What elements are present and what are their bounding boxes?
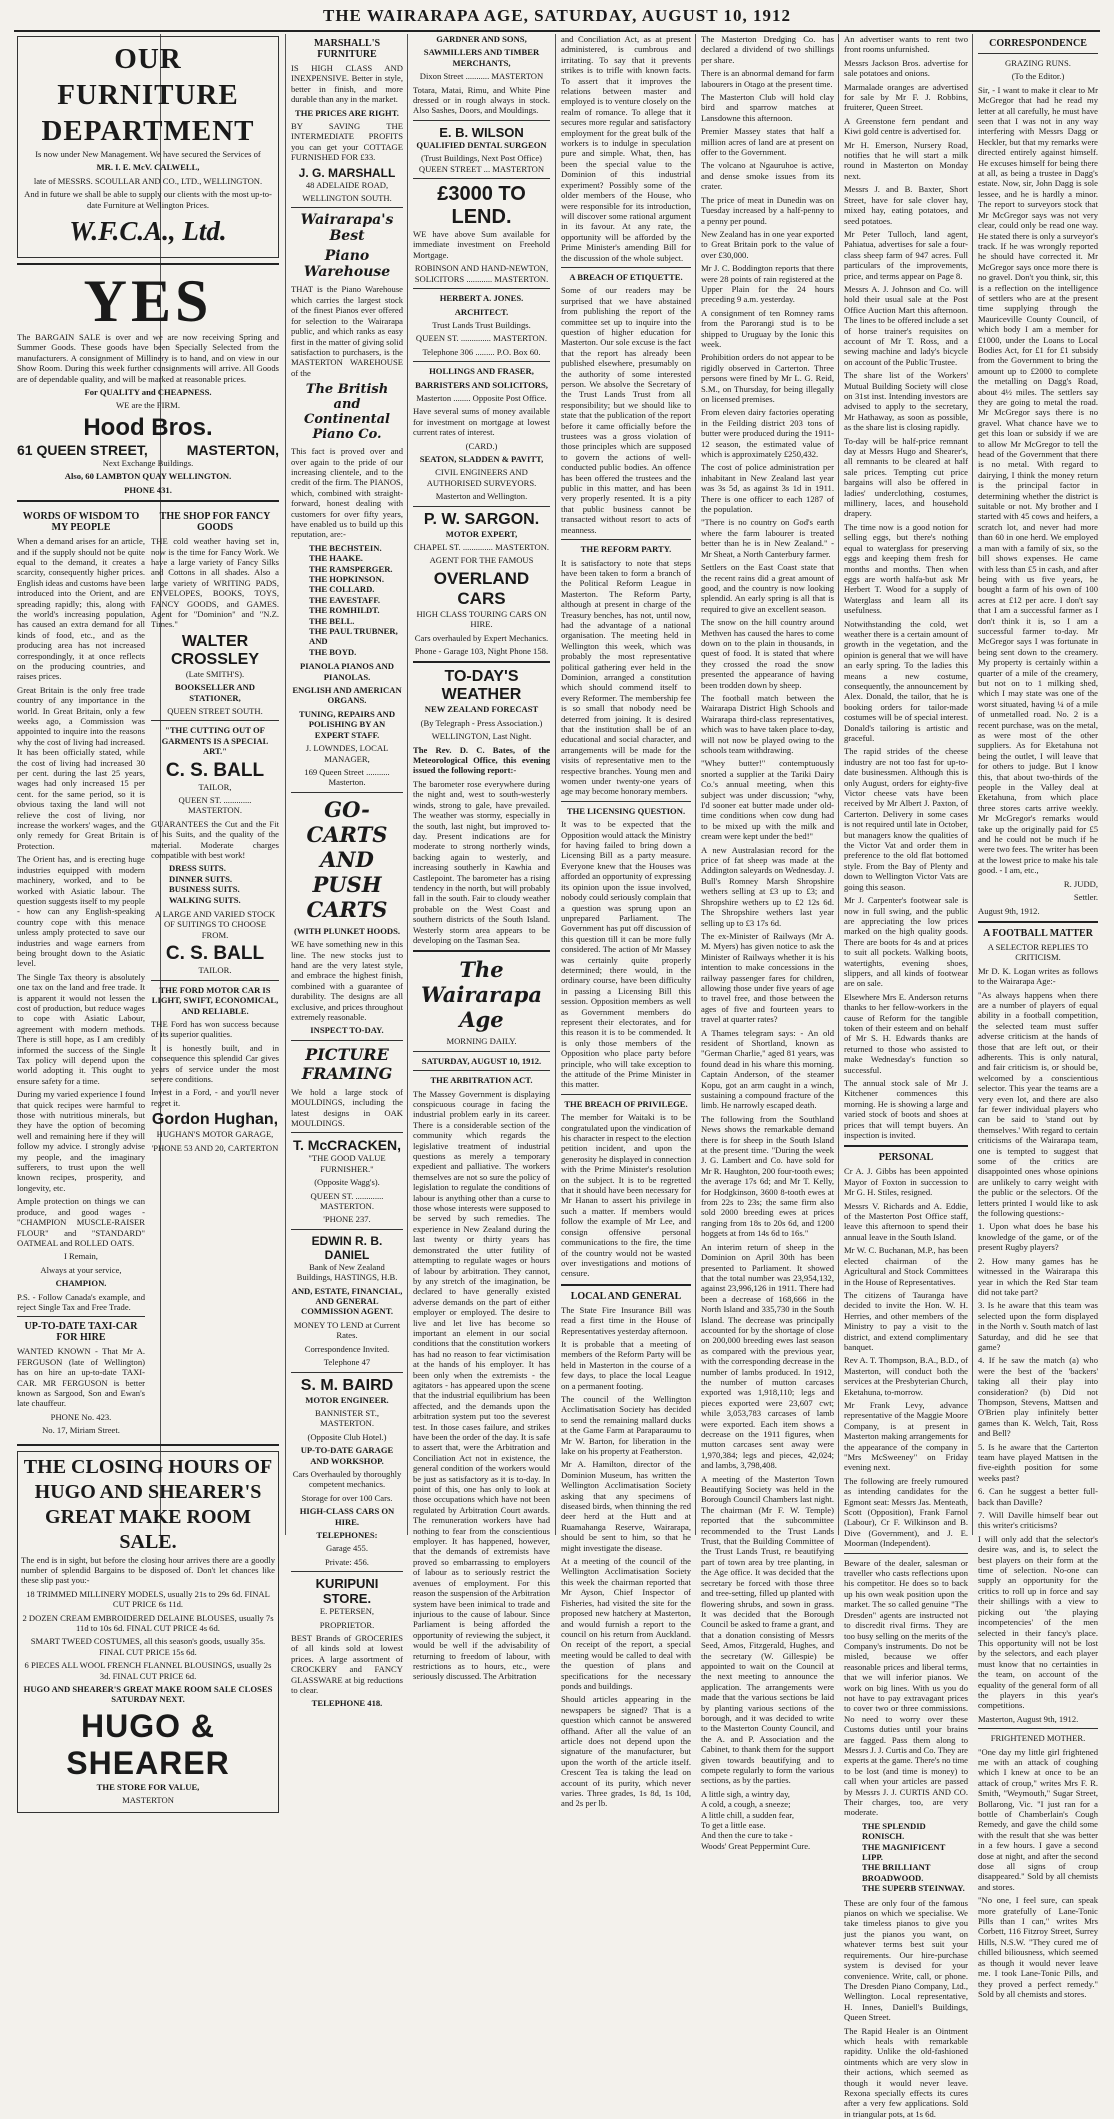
correspondence-heading: CORRESPONDENCE [989,38,1087,49]
gocarts-heading: GO-CARTS AND PUSH CARTS [306,796,388,922]
note-item: Messrs Jackson Bros. advertise for sale potatoes and onions. [844,57,968,79]
hood-town: MASTERTON, [186,441,279,458]
note-item: Mr J. Carpenter's footwear sale is now in full swing, and the public are appreciating the low prices marked on the high quality goods. There are boots for 4s and at prices to suit all pockets. Walking boots, watertights, evening shoes, slippers, and all kinds of footwear are on sale. [844,895,968,989]
mccracken-opp: (Opposite Wagg's). [314,1177,380,1188]
editorial-column [558,34,694,1809]
hood-firm: WE are the FIRM. [116,400,180,411]
kuri-title: PROPRIETOR. [319,1619,375,1630]
piano-p2: This fact is proved over and over again to the pride of our increasing clientele, and to the credit of the firm. The PIANOS, which, combined with straight-forward, honest dealing with customers for over fifty years, have enabled us to build up this reputation, are:- [291,446,403,540]
closing-body: The end is in sight, but before the closing hour arrives there are a goodly number of splendid Bargains to be disposed of. Don't let chances like these slip past you:- [21,1554,275,1586]
seaton-name: SEATON, SLADDEN & PAVITT, [419,453,544,464]
wfca-title: OUR FURNITURE [57,43,239,111]
baird-name: S. M. BAIRD [300,1376,394,1394]
baird-opp: (Opposite Club Hotel.) [307,1431,387,1442]
arbitration-cont: and Conciliation Act, as at present administered, is cumbrous and irritating. To say that it prevents strikes is to trifle with known facts. To assert that it improves the relations between master and employed is to venture closely on the realm of romance. To allege that it secures more regular and satisfactory employment for the great bulk of the workers is to indulge in speculation pure and simple. What, then, has been the special value to the Dominion of this industrial experiment? Possibly some of the older members of the House, who were responsible for its introduction, will discover some rational argument in its favour. At any rate, the opportunity will be afforded by the Prime Minister's amending Bill for the discussion of the whole subject. [561,34,691,263]
baird-p3: HIGH-CLASS CARS ON HIRE. [299,1506,395,1527]
personal-item: The citizens of Tauranga have decided to invite the Hon. W. H. Herries, and other members of the Ministry to pay a visit to the district, and extend complimentary banquet. [844,1289,968,1352]
gardner-body: Totara, Matai, Rimu, and White Pine dressed or in rough always in stock. Also Sashes, Doors, and Mouldings. [413,84,550,116]
list-item: THE BRILLIANT BROADWOOD. [862,1862,931,1883]
fancy-heading: THE SHOP FOR FANCY GOODS [159,511,271,534]
kuri-name: E. PETERSEN, [319,1606,375,1617]
hugo-name: HUGO & SHEARER [66,1707,230,1781]
paper-title: The Wairarapa Age [421,957,542,1033]
pw-agent: AGENT FOR THE FAMOUS [429,555,534,566]
personal-item: The following are freely rumoured as intending candidates for the Egmont seat: Messrs Jas. Menteath, Scott (Opposition), Frank Farnol (Labour), Cr F. Wilkinson and B. Dive (Government), and J. E. Moorman (Independent). [844,1475,968,1549]
news-item: Settlers on the East Coast state that the recent rains did a great amount of good, and the country is now looking splendid. An early spring is all that is required to give an excellent season. [701,562,834,614]
hugo-town: MASTERTON [122,1795,174,1806]
column-separator [695,34,696,1535]
news-item: The snow on the hill country around Methven has caused the hares to come down on to the plain in thousands, in quest of food. It is stated that where they crossed the road the snow presented the appearance of having been trodden down by sheep. [701,617,834,690]
hood-quality: For QUALITY and CHEAPNESS. [84,387,212,398]
hugo-tag: THE STORE FOR VALUE, [96,1781,200,1792]
daniel-address: Bank of New Zealand Buildings, HASTINGS, H.B. [296,1261,398,1283]
forecast-by: (By Telegraph - Press Association.) [420,717,543,728]
news-item: "There is no country on God's earth where the farm labourer is treated better than he is in New Zealand." - Mr Sheat, a North Canterbury farmer. [701,517,834,559]
note-item: The annual stock sale of Mr J. Kitchener commences this morning. He is showing a large and varied stock of boots and shoes at prices that will tempt buyers. An inspection is invited. [844,1078,968,1141]
hood-street: 61 QUEEN STREET, [17,441,148,458]
list-item: DINNER SUITS. [169,873,233,884]
marshall-heading: MARSHALL'S FURNITURE [313,38,381,60]
wisdom-ps: P.S. - Follow Canada's example, and reject Single Tax and Free Trade. [17,1291,145,1312]
personal-item: Rev A. T. Thompson, B.A., B.D., of Masterton, will conduct both the services at the Presbyterian Church, Eketahuna, to-morrow. [844,1355,968,1397]
marshall-addr2: WELLINGTON SOUTH. [302,193,392,204]
news-item: The volcano at Ngauruhoe is active, and dense smoke issues from its crater. [701,160,834,192]
football-question: 5. Is he aware that the Carterton team have played Mattsen in the five-eighth position for some weeks past? [978,1441,1098,1483]
news-item: New Zealand has in one year exported to Great Britain pork to the value of over £30,000. [701,228,834,260]
local-item: Should articles appearing in the newspapers be signed? That is a question which cannot be answered offhand. After all the value of an article does not depend upon the signature of the manufacturer, but upon the worth of the article itself. Crescent Tea is taking the lead on account of its purity, which never varies. Three grades, 1s 8d, 1s 10d, and 2s per lb. [561,1694,691,1809]
seaton-title: CIVIL ENGINEERS AND AUTHORISED SURVEYORS. [426,467,537,488]
ford-p2: It is honestly built, and in consequence this splendid Car gives years of service under the most severe conditions. [151,1042,279,1084]
lane-tonic-body: "No one, I feel sure, can speak more gratefully of Lane-Tonic Pills than I can," writes Mrs Corbett, 116 Fitzroy Street, Surrey Hills, N.S.W. "They cured me of chilled biliousness, which seemed as though it would never leave me. I took Lane-Tonic Pills, and they proved a perfect remedy." Sold by all chemists and stores. [978,1895,1098,1999]
column-separator [838,34,839,1535]
list-item: THE HAAKE. [309,553,363,564]
wisdom-p5: During my varied experience I found that quick recipes were harmful to those with nutritious minerals, but they have the option of becoming well and remaining here if they will follow my advice. I strongly advise my people, and the imaginary sufferers, to trust upon the well known recipes, prosperity, and longevity, etc. [17,1089,145,1193]
notes-column [841,34,971,2119]
column-separator [555,34,556,1535]
football-question: 1. Upon what does he base his knowledge of the game, or of the present Rugby players? [978,1221,1098,1253]
lend-firm: ROBINSON AND HAND-NEWTON, SOLICITORS ............ MASTERTON. [414,263,549,284]
piano-heading-1: Wairarapa's Best [300,212,394,245]
hugo-ad [17,1451,279,1813]
grazing-heading: GRAZING RUNS. [1005,58,1071,68]
fancy-late: (Late SMITH'S). [185,668,245,679]
pw-address: CHAPEL ST. .............. MASTERTON. [413,542,550,552]
hood-near: Next Exchange Buildings. [102,457,194,468]
grazing-body: Sir, - I want to make it clear to Mr McGregor that had he read my letter at all carefully, he must have seen that I was not in any way interfering with Messrs Dagg or Heckler, but that my remarks were directed entirely against himself. He excuses himself for being there at all, as being a trustee in Dagg's estate. Now, sir, John Dagg is sole lessee, and he is hardly a minor. The report to surveyors stock that Mr McGregor says was not very clear, could only be read one way. He stated there is only a surveyor's track. If he was wrongly reported he should have corrected it. Mr McGregor says once more there is no gravel. Don't you think, sir, this is a reflection on the intelligence of settlers who are at the present time supplying through the Mauriceville County Council, of which body I am a member for £1000, under the Loans to Local Bodies Act, for £1 for £1 subsidy from the Government to bring the amount up to £2000 to complete the metalling on Dagg's Road, about 4½ miles. The settlers say they are going to metal the road. Mr McGregor says there is no gravel. What chance have we to get this loan or subsidy if we are to allow Mr McGregor to tell the head of the Government that there is no metal. With regard to dairying, I think the money return is the principal factor in determining whether the district is suitable or not. My brother and I started with 45 cows and heifers, a scratch lot, and never had more than 60 in one herd. We employed a man with a family of six, so the bill shows expenses. He came with less than £5 in cash, and after being with us five years, he bought a farm of his own of 100 acres at £12 per acre. I don't say that I am a successful farmer as I don't think it is, so I am a successful farmer to-day. Mr McGregor says I was fortunate in being sent down to the creamery. My property is certainly within a quarter of a mile of the creamery, but not on to 1 milking shed, which I may state was one of the worst situated, having ¼ of a mile of unmetalled road. No. 2 is a recent purchase, was on the metal, as were most of the other suppliers. As for Eketahuna not being the outlet, I will leave that for others to judge. But I know this, that about two-thirds of the people in the Valley deal at Eketahuna, from which place three stores carts arrive weekly. Mr McGregor's remarks would take up the originally paid for £5 and he could not be much if he were two fees. The writer has been at the lowest price to make his tale good. - I am, etc., [978,84,1098,876]
jones-title: ARCHITECT. [454,306,509,317]
list-item: THE MAGNIFICENT LIPP. [862,1841,946,1863]
fancy-body: THE cold weather having set in, now is the time for Fancy Work. We have a large variety of Fancy Silks and Cottons in all shades. Also a large variety of WRITING PADS, ENVELOPES, BOOKS, TOYS, FANCY GOODS, and GAMES. Agent for "Dominion" and "N.Z. Times." [151,536,279,630]
kuri-body: BEST Brands of GROCERIES of all kinds sold at lowest prices. A large assortment of CROCKERY and FANCY GLASSWARE at big reductions to clear. [291,1633,403,1696]
privilege-body: The member for Waitaki is to be congratulated upon the vindication of his character in respect to the election petition incident, and upon the generosity he displayed in connection with the Prime Minister's resolution on the subject. It is to be regretted that it should have been necessary for Mr Hanan to assert his privilege in such a matter. If members would follow the example of Mr Lee, and consign offensive personal communications to the fire, the time of the country would not be wasted over investigations and motions of censure. [561,1112,691,1279]
piano-makes-list [309,543,403,657]
fancy-name: WALTER CROSSLEY [170,632,259,668]
mccracken-address: QUEEN ST. ............. MASTERTON. [310,1190,384,1212]
licensing-body: It was to be expected that the Opposition would attack the Ministry for having failed to bring down a Licensing Bill as a party measure. Everyone knew that the Houses was afforded an opportunity of expressing its opinion upon the issue involved, nobody could seriously complain that a question was sprung upon an unprepared Parliament. The Government has put off discussion of this question till it can be more fully considered. The action of Mr Massey was certainly quite properly determined; there would, in the ordinary course, have been difficulty in passing a Licensing Bill this session. Opposition members as well as Government members do represent their electorates, and for this reason it is to be commended. It is only those members of the Opposition who place party before principle, who will take exception to the attitude of the Prime Minister in this matter. [561,819,691,1090]
mccracken-tag: "THE GOOD VALUE FURNISHER." [308,1153,386,1174]
grazing-date: August 9th, 1912. [978,905,1040,916]
masthead: THE WAIRARAPA AGE, SATURDAY, AUGUST 10, 1912 [323,6,791,25]
news-item: The Masterton Dredging Co. has declared a dividend of two shillings per share. [701,34,834,65]
baird-garage: UP-TO-DATE GARAGE AND WORKSHOP. [300,1445,394,1466]
personal-item: Mr W. C. Buchanan, M.P., has been elected chairman of the Agricultural and Stock Committees in the House of Representatives. [844,1245,968,1287]
left-ad-block [14,36,282,1806]
gardner-sub: SAWMILLERS AND TIMBER MERCHANTS, [423,47,540,68]
baird-title: MOTOR ENGINEER. [305,1394,389,1405]
dresden-ad-2: These are only four of the famous pianos on which we specialise. We take timeless pianos to give you just the pianos you want, on whatever terms best suit your requirements. Our hire-purchase system is devised for your convenience. Write, call, or phone. The Dresden Piano Company, Ltd., Wellington. Local representative, H. Innes, Daniell's Buildings, Queen Street. [844,1897,968,2023]
mother-heading: FRIGHTENED MOTHER. [990,1733,1086,1744]
football-question: 2. How many games has he witnessed in the Wairarapa this year in which the Red Star team did not take part? [978,1255,1098,1297]
taxi-phone: PHONE No. 423. [50,1411,112,1422]
fancy-column [151,507,279,1439]
piano-p3: PIANOLA PIANOS AND PIANOLAS. [299,661,395,682]
picture-body: We hold a large stock of MOULDINGS, including the latest designs in OAK MOULDINGS. [291,1086,403,1128]
wisdom-sign2: Always at your service, [40,1264,122,1275]
taxi-body: WANTED KNOWN - That Mr A. FERGUSON (late of Wellington) has on hire an up-to-date TAXI-CAR. MR FERGUSON is better known as Sargood, Son and Ewan's late chauffeur. [17,1346,145,1409]
note-item: An advertiser wants to rent two front rooms unfurnished. [844,34,968,55]
hollings-address: Masterton ........ Opposite Post Office. [416,392,547,403]
kuri-heading: KURIPUNI STORE. [315,1576,379,1607]
personal-item: Mr Frank Levy, advance representative of the Maggie Moore Company, is at present in Masterton making arrangements for the appearance of the company in "Mrs McSweeney" on Friday evening next. [844,1399,968,1473]
pw-name: P. W. SARGON. [423,510,540,528]
jones-phone: Telephone 306 ......... P.O. Box 60. [422,346,541,357]
wfca-late: late of MESSRS. SCOULLAR AND CO., LTD., WELLINGTON. [33,175,263,186]
ford-garage: HUGHAN'S MOTOR GARAGE, [156,1129,274,1140]
seaton-address: Masterton and Wellington. [435,491,528,502]
kuri-tel: TELEPHONE 418. [311,1698,383,1709]
gocarts-sub: (WITH PLUNKET HOODS. [293,925,401,936]
news-item: From eleven dairy factories operating in the Feilding district 203 tons of butter were produced during the 1911-12 season, the estimated value of which is approximately £250,432. [701,407,834,460]
lend-body: WE have above Sum available for immediate investment on Freehold Mortgage. [413,229,550,260]
news-item: A new Australasian record for the price of fat sheep was made at the Addington saleyards on Wednesday. J. Bull's Romney Marsh Shropshire wethers selling at £3 up to £3; and Shropshire wethers up to £2 12s 6d. The Shropshire wethers last year selling up to £3 17s 6d. [701,844,834,928]
news-item: An interim return of sheep in the Dominion on April 30th has been presented to Parliament. It showed that the total number was 23,954,132, against 23,996,126 in 1911. There had been a decrease of 168,666 in the North Island and 335,730 in the South Island. The decrease was principally accounted for by the shortage of close on 200,000 breeding ewes last season as compared with the previous year, with the corresponding decrease in the number of lambs produced. In 1912, the number of mutton carcases exported was 1,918,110; legs and pieces exported were 23,607 cwt; while 3,053,783 carcases of lamb were exported. Each item shows a decrease on the 1911 figures, when mutton carcases sent away were 1,970,384; legs and pieces, 42,024; and lambs, 3,798,408. [701,1241,834,1471]
news-item: "Whey butter!" contemptuously snorted a supplier at the Tariki Dairy Co.'s annual meeting, when this subject was under discussion; "why, I'd sooner eat butter made under old-time conditions when cow dung had to be mixed up with the milk and cream were kept under the bed!" [701,758,834,842]
football-intro: Mr D. K. Logan writes as follows to the Wairarapa Age:- [978,965,1098,987]
ball-tailor: TAILOR, [198,781,232,792]
football-heading: A FOOTBALL MATTER [983,927,1093,939]
personal-item: Cr A. J. Gibbs has been appointed Mayor of Foxton in succession to Mr G. H. Stiles, resigned. [844,1166,968,1198]
breach-heading: A BREACH OF ETIQUETTE. [569,271,683,282]
personal-item: Messrs V. Richards and A. Eddie, of the Masterton Post Office staff, leave this afternoon to spend their annual leave in the South Island. [844,1200,968,1242]
closing-item: SMART TWEED COSTUMES, all this season's goods, usually 35s. FINAL CUT PRICE 15s 6d. [30,1636,266,1657]
hood-name: Hood Bros. [83,413,213,441]
list-item: THE ROMHILDT. [309,605,380,616]
hood-address [17,442,279,458]
note-item: Mr Peter Tulloch, land agent, Pahiatua, advertises for sale a four-class sheep farm of 947 acres. Full particulars of the improvements, price, and terms appear on Page 8. [844,228,968,281]
forecast-body: The barometer rose everywhere during the night and, west to south-westerly winds, strong to gale, have prevailed. The weather was stormy, especially in the south, last night, but improved to-day. Present indications are for moderate to strong northerly winds, backing again to westerly, and increasing southerly in Kawhia and Castlepoint. The barometer has a rising tendency in the north, but will probably fall in the south. Fair to cloudy weather probable on the West Coast and southern districts of the South Island. Westerly storm area appears to be developing on the Tasman Sea. [413,778,550,945]
reform-body: It is satisfactory to note that steps have been taken to form a branch of the Political Reform League in Masterton. The Reform Party, although at present in charge of the Treasury benches, has not, until now, had the advantage of a national organisation. The meeting held in Wellington this week, which was probably the most representative political gathering ever held in the Dominion, arranged a constitution which should commend itself to every Reformer. The membership fee is so small that nobody need be deterred from joining. It is desired that the institution shall be of an educational and social character, and arrangements will be made for the visits of representative men to the respective branches. Young men and women under twenty-one years of age may become honorary members. [561,557,691,797]
closing-item: 2 DOZEN CREAM EMBROIDERED DELAINE BLOUSES, usually 7s 11d to 10s 6d. FINAL CUT PRICE 4s 6d. [22,1612,274,1634]
hood-phone: PHONE 431. [124,484,172,495]
ball-suits-list [169,863,279,905]
wilson-address: (Trust Buildings, Next Post Office) QUEEN STREET ... MASTERTON [418,153,545,174]
note-item: Messrs J. and B. Baxter, Short Street, have for sale clover hay, mixed hay, eating potatoes, and seed potatoes. [844,184,968,226]
gardner-heading: GARDNER AND SONS, [436,34,527,44]
daniel-land: AND, ESTATE, FINANCIAL, AND GENERAL COMMISSION AGENT. [291,1285,403,1317]
wfca-body: Is now under New Management. We have secured the Services of [35,149,261,159]
hood-body: The BARGAIN SALE is over and we are now receiving Spring and Summer Goods. These goods have been Specially Selected from the manufacturers. A consignment of Millinery is to hand, and on view in our Show Room. During this week further consignments will arrive. All Goods are of dependable quality, and will be marked at reasonable prices. [17,332,279,384]
pw-title: MOTOR EXPERT, [445,528,518,539]
dresden-list [862,1821,968,1894]
forecast-intro: The Rev. D. C. Bates, of the Meteorological Office, this evening issued the following report:- [413,744,550,776]
football-question: 3. Is he aware that this team was selected upon the form displayed in the North v. South match of last Saturday, and did he see that game? [978,1300,1098,1352]
ball-range: A LARGE AND VARIED STOCK OF SUITINGS TO CHOOSE FROM. [154,909,276,940]
fancy-address: QUEEN STREET SOUTH. [167,705,263,716]
closing-line-2: HUGO AND SHEARER'S [34,1480,262,1503]
daniel-money: MONEY TO LEND at Current Rates. [293,1319,401,1341]
note-item: Messrs A. J. Johnson and Co. will hold their usual sale at the Post Office Auction Mart this afternoon. The lines to be offered include a set of horse trainer's requisites on account of Mr T. Ross, and a sewing machine and lady's bicycle on account of the Public Trustee. [844,283,968,367]
wfca-logo: W.F.C.A., Ltd. [69,216,227,247]
card-label: (CARD.) [465,440,498,451]
football-place: Masterton, August 9th, 1912. [978,1713,1079,1724]
piano-p1: THAT is the Piano Warehouse which carries the largest stock of the finest Pianos ever offered for selection to the Wairarapa public, and which ranks as easy first in the matter of giving solid satisfaction to purchasers, is the MASTERTON WAREHOUSE of the [291,284,403,378]
news-item: The football match between the Wairarapa District High Schools and Wairarapa third-class representatives, which was to have taken place to-day, will not now be played owing to the schools team withdrawing. [701,692,834,755]
baird-garage-tel: Garage 455. [326,1543,368,1554]
ford-p3: Invest in a Ford, - and you'll never regret it. [151,1087,279,1108]
local-item: The council of the Wellington Acclimatisation Society has decided to send the remaining mallard ducks at the Game Farm at Paraparaumu to Mr W. Barton, for liberation in the lake on his property at Featherston. [561,1393,691,1456]
list-item: THE EAVESTAFF. [309,594,381,605]
grazing-settler: Settler. [1073,892,1098,903]
news-item: Premier Massey states that half a million acres of land are at present on offer to the Government. [701,126,834,158]
pw-overhaul: Cars overhauled by Expert Mechanics. [414,632,549,643]
cards-column [410,34,553,1682]
picture-heading: PICTURE FRAMING [301,1044,393,1083]
gardner-address: Dixon Street ........... MASTERTON [419,71,544,82]
baird-p1: Cars Overhauled by thoroughly competent mechanics. [292,1468,402,1490]
note-item: The time now is a good notion for selling eggs, but there's nothing equal to waterglass for preserving eggs and keeping them fresh for months and months. Then when eggs are worth halfa-but ask Mr Herbert T. Wood for a supply of Waterglass and learn all its usefulness. [844,521,968,616]
forecast-place: WELLINGTON, Last Night. [431,731,532,742]
note-item: Mr H. Emerson, Nursery Road, notifies that he will start a milk round in Masterton on Monday next. [844,139,968,181]
jones-address: Trust Lands Trust Buildings. [432,319,531,330]
football-body: "As always happens when there are a number of players of equal ability in a football competition, the selected team must suffer adverse criticism at the hands of those that are left out, or their adherents. This is only natural, and fair criticism is, or should be, welcomed by a conscientious selector. This year the teams are a very even lot, and there are also far fewer individual players who can be said to 'stand out by themselves.' With regard to certain criticisms of the Wairarapa team, one is tempted to suggest that some of the critics are disappointed ones whose opinions are unlikely to carry weight with the public or the selectors. Of the letters printed I would like to ask the following questions:- [978,989,1098,1219]
ball-tailor-2: TAILOR. [198,965,232,976]
news-item: The Masterton Club will hold clay bird and sparrow matches at Lansdowne this afternoon. [701,92,834,123]
football-question: 6. Can he suggest a better full-back than Daville? [978,1486,1098,1507]
closing-item: 18 TRIMMED MILLINERY MODELS, usually 21s to 29s 6d. FINAL CUT PRICE 6s 11d. [26,1588,270,1610]
daniel-tel: Telephone 47 [323,1357,371,1368]
list-item: THE COLLARD. [309,584,375,595]
football-question: 4. If he saw the match (a) who were the best of the 'backers' taking all their play into consideration? (b) Did not Thompson, Stevens, Mattsen and O'Brien play infinitely better games than K. Welch, Tait, Ross and Bell? [978,1355,1098,1439]
list-item: THE BECHSTEIN. [309,542,382,553]
baird-tel: TELEPHONES: [316,1529,378,1540]
pw-cars: OVERLAND CARS [433,568,530,608]
news-item: Mr J. C. Boddington reports that there were 28 points of rain registered at the Upper Plain for the 24 hours preceding 9 a.m. yesterday. [701,263,834,305]
local-item: Mr A. Hamilton, director of the Dominion Museum, has written the Wellington Acclimatisation Society asking that any specimens of diseased birds, when thinning the red deer herd at the Hutt and at Ruamahanga Reserve, Wairarapa, should be sent to him, so that he might investigate the disease. [561,1459,691,1553]
news-item: There is an abnormal demand for farm labourers in Otago at the present time. [701,68,834,89]
baird-address: BANNISTER ST., MASTERTON. [314,1407,380,1429]
yes-headline: YES [83,268,213,335]
wilson-title: QUALIFIED DENTAL SURGEON [416,139,547,150]
piano-manager: J. LOWNDES, LOCAL MANAGER, [305,743,389,764]
note-item: Marmalade oranges are advertised for sale by Mr F. J. Robbins, fruiterer, Queen Street. [844,81,968,113]
wfca-future: And in future we shall be able to supply our clients with the most up-to-date Furniture at Wellington Prices. [24,189,272,210]
list-item: THE SUPERB STEINWAY. [862,1883,965,1894]
left-two-columns [17,507,279,1439]
news-column [698,34,837,1851]
local-item: It is probable that a meeting of members of the Reform Party will be held in Masterton in the course of a few days, to place the local League on a permanent footing. [561,1338,691,1391]
grazing-sign: R. JUDD, [1063,878,1098,889]
list-item: DRESS SUITS. [169,863,226,874]
jones-street: QUEEN ST. .............. MASTERTON. [415,333,548,344]
piano-p5: TUNING, REPAIRS AND POLISHING BY AN EXPERT STAFF. [298,708,396,740]
licensing-heading: THE LICENSING QUESTION. [566,805,686,816]
football-sub: A SELECTOR REPLIES TO CRITICISM. [987,941,1089,963]
list-item: THE SPLENDID RONISCH. [862,1820,926,1842]
marshall-p2: THE PRICES ARE RIGHT. [295,107,399,118]
gocarts-body: WE have something new in this line. The new stocks just to hand are the very latest style, and embrace the highest finish, combined with a guarantee of durability. The designs are all exclusive, and prices throughout extremely reasonable. [291,939,403,1022]
marshall-p3: BY SAVING THE INTERMEDIATE PROFITS you can get your COTTAGE FURNISHED FOR £33. [291,121,403,163]
piano-firm: The British and Continental Piano Co. [304,382,390,443]
hollings-title: BARRISTERS AND SOLICITORS, [415,379,548,390]
ball-name: C. S. BALL [165,759,265,781]
note-item: Notwithstanding the cold, wet weather there is a certain amount of growth in the vegetation, and the opinion is general that we will have an early spring. To the ladies this means a new costume, consequently, the announcement by Alex. Donald, the tailor, that he is booking orders for tailor-made costumes will be of special interest. Donald's tailoring is artistic and graceful. [844,618,968,743]
note-item: A Greenstone fern pendant and Kiwi gold centre is advertised for. [844,115,968,137]
wisdom-p2: Great Britain is the only free trade country of any importance in the world. In Great Britain, only a few weeks ago, a Commission was appointed to inquire into the reasons why the cost of living had increased. It has been officially stated, while the cost of living had increased 30 per cent. during the last 25 years, wages had only increased 15 per cent. for the same period, so it is obvious taxing the land will not relieve the cost of living, nor increase the workers' wages, and the only remedy for Great Britain is Protection. [17,684,145,851]
wisdom-heading: WORDS OF WISDOM TO MY PEOPLE [22,511,140,534]
closing-item: 6 PIECES ALL WOOL FRENCH FLANNEL BLOUSINGS, usually 2s 3d. FINAL CUT PRICE 6d. [24,1660,272,1681]
masthead-rule [14,30,1100,32]
note-item: The share list of the Workers' Mutual Building Society will close on 31st inst. Intending investors are advised to apply to the secretary, Mr Hathaway, as soon as possible, as the share list is closing rapidly. [844,370,968,433]
privilege-heading: THE BREACH OF PRIVILEGE. [564,1098,688,1109]
wfca-ad [17,36,279,258]
news-item: The following from the Southland News shows the remarkable demand there is for sheep in the South Island at the present time. "During the week J. G. Lambert and Co. have sold for Mr R. Haughton, 200 four-tooth ewes; the average 17s 6d; and Mr T. Kelly, for Hodgkinson, 3600 8-tooth ewes at from 22s to 23s; the same firm also sold 2000 breeding ewes at prices ranging from 18s to 20s 6d, and 1200 hoggets at from 14s 6d to 16s." [701,1113,834,1239]
baird-private-tel: Private: 456. [325,1556,369,1567]
note-item: To-day will be half-price remnant day at Messrs Hugo and Shearer's, all remnants to be cleared at half sale prices. Tempting cut price bargains will also be offered in ladies' underclothing, costumes, millinery, laces, and household drapery. [844,435,968,519]
news-item: A meeting of the Masterton Town Beautifying Society was held in the Borough Council Chambers last night. The chairman (Mr F. W. Temple) reported that the subcommittee recommended to the Trust Lands Trust, that the Building Committee of the Trust Lands Trust, re beautifying part of town area by tree planting, in the Age office. It was decided that the secretary be forced with those three and tree-setting, filled up planted with flowering shrubs, and sown in grass. It was decided that the Borough Council be asked to frame a grant, and that a donation consisting of Messrs Seed, Amos, Fitzgerald, Hughes, and the secretary (W. Gillespie) be appointed to wait on the Council at the next meeting to announce the application. The arrangements were made that the various sections be laid by planting various sections of the borough, and it was decided to write to the Masterton County Council, and the A. and P. Association and the Cabinet, to thank them for the support given towards beautifying and to compete regularly to form the various sections, as by the parties. [701,1473,834,1786]
wisdom-p4: The Single Tax theory is absolutely one tax on the land and free trade. It is apparent it would not lessen the cost of production, but reduce wages to cope with Asiatic Labour, agreement with modern methods. There is still hope, as I am credibly informed the success of the Single Tax policy will depend upon the world adopting it. This ought to ensure safety for a time. [17,971,145,1086]
reform-heading: THE REFORM PARTY. [580,544,672,555]
news-item: The cost of police administration per inhabitant in New Zealand last year was 3s 5d, as against 3s 1d in 1911. There is one officer to each 1287 of the population. [701,462,834,515]
ball-name-2: C. S. BALL [165,943,265,965]
closing-line-3: GREAT MAKE ROOM SALE. [45,1505,251,1553]
ford-name: Gordon Hughan, [151,1111,279,1129]
column-separator [972,34,973,1535]
personal-heading: PERSONAL [878,1152,934,1164]
wisdom-p3: The Orient has, and is erecting huge industries equipped with modern machinery, worked, and to be worked with Asiatic labour. The question suggests itself to my people - how can any English-speaking country cope with this menace unless amply protected to save our industries and wage earners from being brought down to the Asiatic level. [17,854,145,969]
column-separator [407,34,408,1535]
football-close: I will only add that the selector's desire was, and is, to select the best players on their form at the time of selection. No-one can supply an opportunity for the critics to roll up in force and say their shillings with a view to picking out 'the playing incompetencies' of the men selected in their fancy's place. This opportunity will not be lost by the selectors, and each player must know that no certainties in the team, on account of the equality of the general form of all the players in this year's competitions. [978,1533,1098,1711]
pw-hire: HIGH CLASS TOURING CARS ON HIRE. [416,608,547,630]
piano-address: 169 Queen Street ........... Masterton. [304,766,390,788]
local-item: The State Fire Insurance Bill was read a first time in the House of Representatives yesterday afternoon. [561,1304,691,1336]
ball-body: GUARANTEES the Cut and the Fit of his Suits, and the quality of the material. Moderate charges compatible with best work! [151,818,279,861]
football-question: 7. Will Daville himself bear out this writer's criticisms? [978,1510,1098,1531]
ball-quote: "THE CUTTING OUT OF GARMENTS IS A SPECIAL ART." [161,725,269,757]
forecast-heading: TO-DAY'S WEATHER [441,668,522,704]
correspondence-column [975,34,1101,1999]
wfca-name: MR. I. E. McV. CALWELL, [96,162,200,173]
hood-ad [17,270,279,495]
piano-p4: ENGLISH AND AMERICAN ORGANS. [292,685,402,706]
lend-heading: £3000 TO LEND. [437,183,526,229]
forecast-sub: NEW ZEALAND FORECAST [424,704,539,715]
news-item: A little sigh, a wintry day, A cold, a cough, a sneeze; A little chill, a sudden fear, To get a little ease. And then the cure to take - Woods' Great Peppermint Cure. [701,1788,811,1851]
wisdom-p1: When a demand arises for an article, and if the supply should not be quite equal to the demand, it creates a scarcity, consequently higher prices. English ideas and customs have been introduced into the Orient, and are spreading rapidly; this, along with the world's increasing population, has caused an extra demand for all kinds of food, etc., and as the producing area has not increased correspondingly, it at once reflects on the producing countries, and raises prices. [17,536,145,682]
list-item: THE RAMSPERGER. [309,563,393,574]
list-item: THE BOYD. [309,646,357,657]
mccracken-phone: 'PHONE 237. [323,1214,371,1225]
news-item: The price of meat in Dunedin was on Tuesday increased by a half-penny to a penny per pound. [701,194,834,226]
list-item: THE BELL. [309,615,355,626]
taxi-address: No. 17, Miriam Street. [42,1425,120,1436]
baird-p2: Storage for over 100 Cars. [301,1492,393,1503]
closing-foot: HUGO AND SHEARER'S GREAT MAKE ROOM SALE CLOSES SATURDAY NEXT. [23,1684,273,1705]
taxi-heading: UP-TO-DATE TAXI-CAR FOR HIRE [24,1321,138,1344]
wisdom-column [17,507,145,1439]
hollings-body: Have several sums of money available for investment on mortgage at lowest current rates of interest. [413,406,550,438]
arbitration-heading: THE ARBITRATION ACT. [430,1075,533,1086]
wfca-subtitle: DEPARTMENT [41,115,255,147]
arbitration-body: The Massey Government is displaying conspicuous courage in facing the industrial problem early in its career. There is a considerable section of the community which regards the legislative treatment of industrial questions as merely a temporary expedient and palliative. The workers themselves are not so sure the policy of legislation to regulate the conditions of labour is anything other than a curse to those whose interests were supposed to be served by such remedies. The experience in New Zealand during the last twenty or thirty years has demonstrated the utter futility of attempting to regulate wages or hours of labour by arbitration. They cannot, by any stretch of the imagination, be declared to have generally existed adverse demands on the part of either employer or employed. The desire to live and let live has become so important an element in our social conditions that the constitution workers has had no reason to fear victimisation at the hands of his employer. It has been only when the extremists - the agitators - has appeared upon the scene that the industrial equilibrium has been affected, and the demands upon the arbitration system put too the severest test. In those cases failure, and strikes have been the order of the day. It is safe to assert that, were the Arbitration and Conciliation Act not in existence, the general condition of the workers would be just as satisfactory as it is to-day. In point of this, one has only to look at those occupations which have not been regulated by Arbitration Court awards. The remuneration workers have had nothing to fear from the conscientious employer. It has happened, however, that the demands of extremists have proved so embarrassing to employers of labour as to seriously restrict the avenues of employment. For this reason the suspension of the Arbitration system have been inimical to trade and injurious to the cause of labour. Since Parliament is being afforded the opportunity of reviewing the subject, it would be well if the advisability of returning to freedom of labour, with restrictions as to hours, etc., were seriously discussed. The Arbitration [413,1088,550,1682]
wisdom-p6: Ample protection on things we can produce, and good wages - "CHAMPION MUSCLE-RAISER FLOUR" and "STANDARD" OATMEAL and ROLLED OATS. [17,1196,145,1248]
editorial-date: SATURDAY, AUGUST 10, 1912. [421,1055,542,1066]
news-item: A consignment of ten Romney rams from the Parorangi stud is to be shipped to Uruguay by the Ionic this week. [701,307,834,349]
marshall-name: J. G. MARSHALL [298,165,396,180]
jones-name: HERBERT A. JONES. [439,293,524,304]
breach-body: Some of our readers may be surprised that we have abstained from publishing the report of the committee set up to inquire into the question of higher education for Masterton. Our sole excuse is the fact that the report has already been published elsewhere, presumably on the authority of some interested person. We absolve the Secretary of the Trust Lands Trust from all responsibility; but we should like to state that the publication of the report before it came officially before the trustees was a gross violation of those principles which are supposed to govern the actions of well-conducted public bodies. An offence has been offered the trustees and the public in this matter, and has been very properly resented. It is a pity that public business cannot be transacted without resort to acts of meanness. [561,285,691,535]
list-item: BUSINESS SUITS. [169,884,240,895]
mother-body: "One day my little girl frightened me with an attack of coughing which I knew at once to be an attack of croup," writes Mrs F. R. Smith, "Weymouth," Sugar Street, Bollarong, Vic. "I just ran for a bottle of Chamberlain's Cough Remedy, and gave the child some with the result that she was better in a few hours. I gave a second dose at night, and after the second dose all signs of croup disappeared." Sold by all chemists and stores. [978,1746,1098,1892]
local-heading: LOCAL AND GENERAL [570,1290,682,1302]
news-item: Prohibition orders do not appear to be rigidly observed in Carterton. Three persons were fined by Mr L. G. Reid, S.M., on Thursday, for being illegally on licensed premises. [701,352,834,404]
paper-sub: MORNING DAILY. [446,1036,517,1047]
wisdom-sign3: CHAMPION. [55,1278,107,1289]
note-item: The rapid strides of the cheese industry are not too fast for up-to-date businessmen. Although this is only August, orders for eighty-five Victor cheese vats have been received by Mr Albert J. Paxton, of Carterton. Delivery in some cases is not required until late in October, but managers know the qualities of the Victor Vat and order them in preference to the old flat bottomed style. From the Bay of Plenty and down to Wellington Victor Vats are going this season. [844,746,968,892]
wilson-name: E. B. WILSON [439,124,524,140]
note-item: Elsewhere Mrs E. Anderson returns thanks to her fellow-workers in the cause of Reform for the tangible token of their esteem and on behalf of Mr S. H. Edwards thanks are returned to those who assisted to make Wednesday's function so successful. [844,991,968,1075]
list-item: THE PAUL TRUBNER, AND [309,626,398,647]
fancy-trade: BOOKSELLER AND STATIONER, [175,682,255,703]
hollings-name: HOLLINGS AND FRASER, [429,366,534,377]
pw-phone: Phone - Garage 103, Night Phone 158. [414,646,549,657]
grazing-to: (To the Editor.) [1011,71,1065,82]
gocarts-inspect: INSPECT TO-DAY. [310,1025,384,1036]
hood-also: Also, 60 LAMBTON QUAY WELLINGTON. [64,471,232,482]
piano-heading-2: Piano Warehouse [303,248,391,281]
daniel-corr: Correspondence Invited. [304,1343,390,1354]
news-item: A Thames telegram says: - An old resident of Shortland, known as "German Charlie," aged 81 years, was found dead in his whare this morning. Captain Anderson, of the steamer Kopu, got an arm caught in a winch, sustaining a compound fracture of the limb. He narrowly escaped death. [701,1027,834,1111]
news-item: The ex-Minister of Railways (Mr A. M. Myers) has given notice to ask the Minister of Railways whether it is his intention to make concessions in the railway passenger fares for children, allowing those under five years of age to travel free, and those between the ages of five and fourteen years to travel at quarter rates? [701,930,834,1025]
ford-heading: THE FORD MOTOR CAR IS LIGHT, SWIFT, ECONOMICAL, AND RELIABLE. [151,984,279,1016]
ads-column-2 [288,34,406,1709]
marshall-addr1: 48 ADELAIDE ROAD, [305,179,389,190]
dresden-ad: Beware of the dealer, salesman or traveller who casts reflections upon his competitor. He does so to back up his own weak position upon the market. The so called genuine "The Dresden" agents are instructed not to discredit rival firms. They are too busy selling on the merits of the Company's instruments. Do not be misled, because we offer reasonable prices and liberal terms, that we will inferior pianos. We work on big lines. With us you do not have to pay extravagant prices to cover two or three commissions. No need to worry over these Customs duties until your brains are fagged. Pass them along to Messrs J. J. Curtis and Co. They are experts at the game. There's no time to be lost (and time is money) to call when your articles are passed by Messrs J. J. CURTIS AND CO. Their charges, too, are very moderate. [844,1557,968,1818]
column-separator [285,34,286,1535]
daniel-name: EDWIN R. B. DANIEL [311,1233,383,1262]
ford-phone: 'PHONE 53 AND 20, CARTERTON [151,1142,279,1153]
mccracken-name: T. McCRACKEN, [292,1137,402,1154]
wisdom-sign1: I Remain, [64,1251,98,1262]
local-item: At a meeting of the council of the Wellington Acclimatisation Society this week the chairman reported that Mr Ayson, Chief Inspector of Fisheries, had visited the site for the proposed new hatchery at Masterton, and would furnish a report to the council on his return from Auckland. On receipt of the report, a special meeting would be called to deal with the question of plans and specifications for the necessary ponds and buildings. [561,1556,691,1691]
ford-p1: THE Ford has won success because of its superior qualities. [151,1018,279,1040]
closing-line-1: THE CLOSING HOURS OF [23,1455,273,1478]
marshall-p1: IS HIGH CLASS AND INEXPENSIVE. Better in style, better in finish, and more durable than any in the market. [291,63,403,105]
list-item: THE HOPKINSON. [309,574,384,584]
ball-address: QUEEN ST. ............. MASTERTON. [178,795,252,816]
rexona-ad: The Rapid Healer is an Ointment which heals with remarkable rapidity. Unlike the old-fashioned ointments which are very slow in their actions, which seemed as though it would never leave. Rexona specially effects its cures after a very few applications. Sold in triangular pots, at 1s 6d. [844,2025,968,2119]
list-item: WALKING SUITS. [169,894,241,905]
